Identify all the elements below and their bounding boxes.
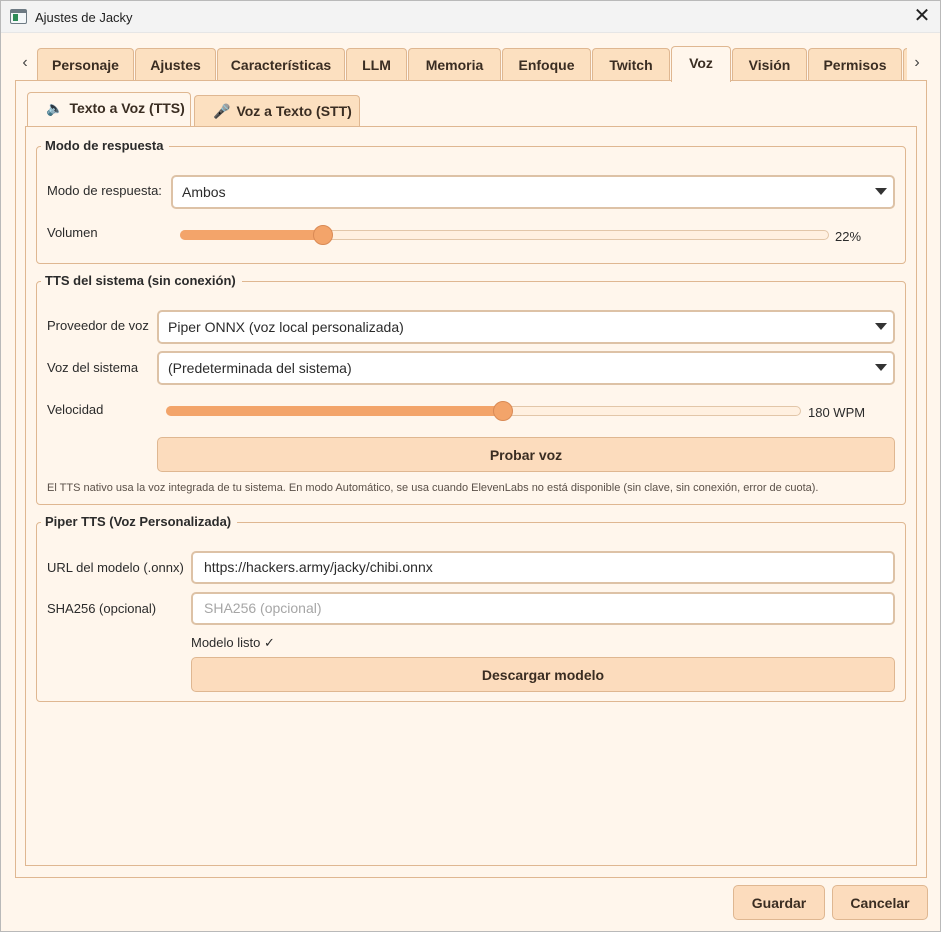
volume-slider[interactable] — [180, 230, 829, 240]
download-model-button[interactable]: Descargar modelo — [191, 657, 895, 692]
chevron-down-icon — [875, 188, 887, 195]
response-mode-value: Ambos — [182, 184, 226, 200]
model-url-label: URL del modelo (.onnx) — [47, 560, 184, 575]
tab-overflow — [903, 48, 907, 80]
group-title: Modo de respuesta — [41, 138, 169, 154]
model-status: Modelo listo ✓ — [191, 635, 275, 650]
subtab-stt-label: Voz a Texto (STT) — [236, 103, 352, 119]
tab-llm[interactable]: LLM — [346, 48, 407, 80]
tab-twitch[interactable]: Twitch — [592, 48, 670, 80]
tab-vision[interactable]: Visión — [732, 48, 807, 80]
window-title: Ajustes de Jacky — [35, 10, 133, 25]
system-voice-value: (Predeterminada del sistema) — [168, 360, 352, 376]
system-voice-select[interactable] — [157, 351, 895, 385]
app-icon — [10, 9, 27, 24]
tab-permisos[interactable]: Permisos — [808, 48, 902, 80]
chevron-down-icon — [875, 323, 887, 330]
tab-caracteristicas[interactable]: Características — [217, 48, 345, 80]
speed-slider-fill — [166, 406, 503, 416]
tab-voz[interactable]: Voz — [671, 46, 731, 82]
sha256-input[interactable]: SHA256 (opcional) — [191, 592, 895, 625]
group-title: Piper TTS (Voz Personalizada) — [41, 514, 237, 530]
tab-ajustes[interactable]: Ajustes — [135, 48, 216, 80]
cancel-button[interactable]: Cancelar — [832, 885, 928, 920]
tab-personaje[interactable]: Personaje — [37, 48, 134, 80]
tab-memoria[interactable]: Memoria — [408, 48, 501, 80]
volume-slider-handle[interactable] — [313, 225, 333, 245]
voice-provider-select[interactable] — [157, 310, 895, 344]
sha256-label: SHA256 (opcional) — [47, 601, 157, 616]
speed-slider[interactable] — [166, 406, 801, 416]
model-url-input[interactable]: https://hackers.army/jacky/chibi.onnx — [191, 551, 895, 584]
microphone-icon: 🎤 — [213, 103, 231, 119]
system-voice-label: Voz del sistema — [47, 360, 139, 375]
close-icon[interactable]: ✕ — [913, 5, 931, 27]
speaker-icon: 🔈 — [46, 100, 64, 116]
subtab-tts[interactable] — [27, 92, 191, 126]
system-tts-note: El TTS nativo usa la voz integrada de tu sistema. En modo Automático, se usa cuando ElevenLabs no está disponible (sin clave, sin conexión, error de cuota). — [47, 482, 819, 494]
volume-value: 22% — [835, 229, 862, 244]
response-mode-select[interactable] — [171, 175, 895, 209]
tab-scroll-left-icon[interactable]: ‹ — [22, 54, 28, 71]
test-voice-button[interactable]: Probar voz — [157, 437, 895, 472]
tab-scroll-right-icon[interactable]: › — [914, 54, 920, 71]
group-title: TTS del sistema (sin conexión) — [41, 273, 242, 289]
voice-provider-label: Proveedor de voz — [47, 318, 149, 333]
tab-enfoque[interactable]: Enfoque — [502, 48, 591, 80]
voice-provider-value: Piper ONNX (voz local personalizada) — [168, 319, 404, 335]
title-bar — [1, 1, 940, 33]
speed-slider-handle[interactable] — [493, 401, 513, 421]
speed-label: Velocidad — [47, 402, 104, 417]
chevron-down-icon — [875, 364, 887, 371]
save-button[interactable]: Guardar — [733, 885, 825, 920]
speed-value: 180 WPM — [808, 405, 866, 420]
volume-slider-fill — [180, 230, 323, 240]
subtab-tts-label: Texto a Voz (TTS) — [69, 100, 185, 116]
volume-label: Volumen — [47, 225, 98, 240]
subtab-stt[interactable] — [194, 95, 360, 126]
response-mode-label: Modo de respuesta: — [47, 183, 162, 198]
